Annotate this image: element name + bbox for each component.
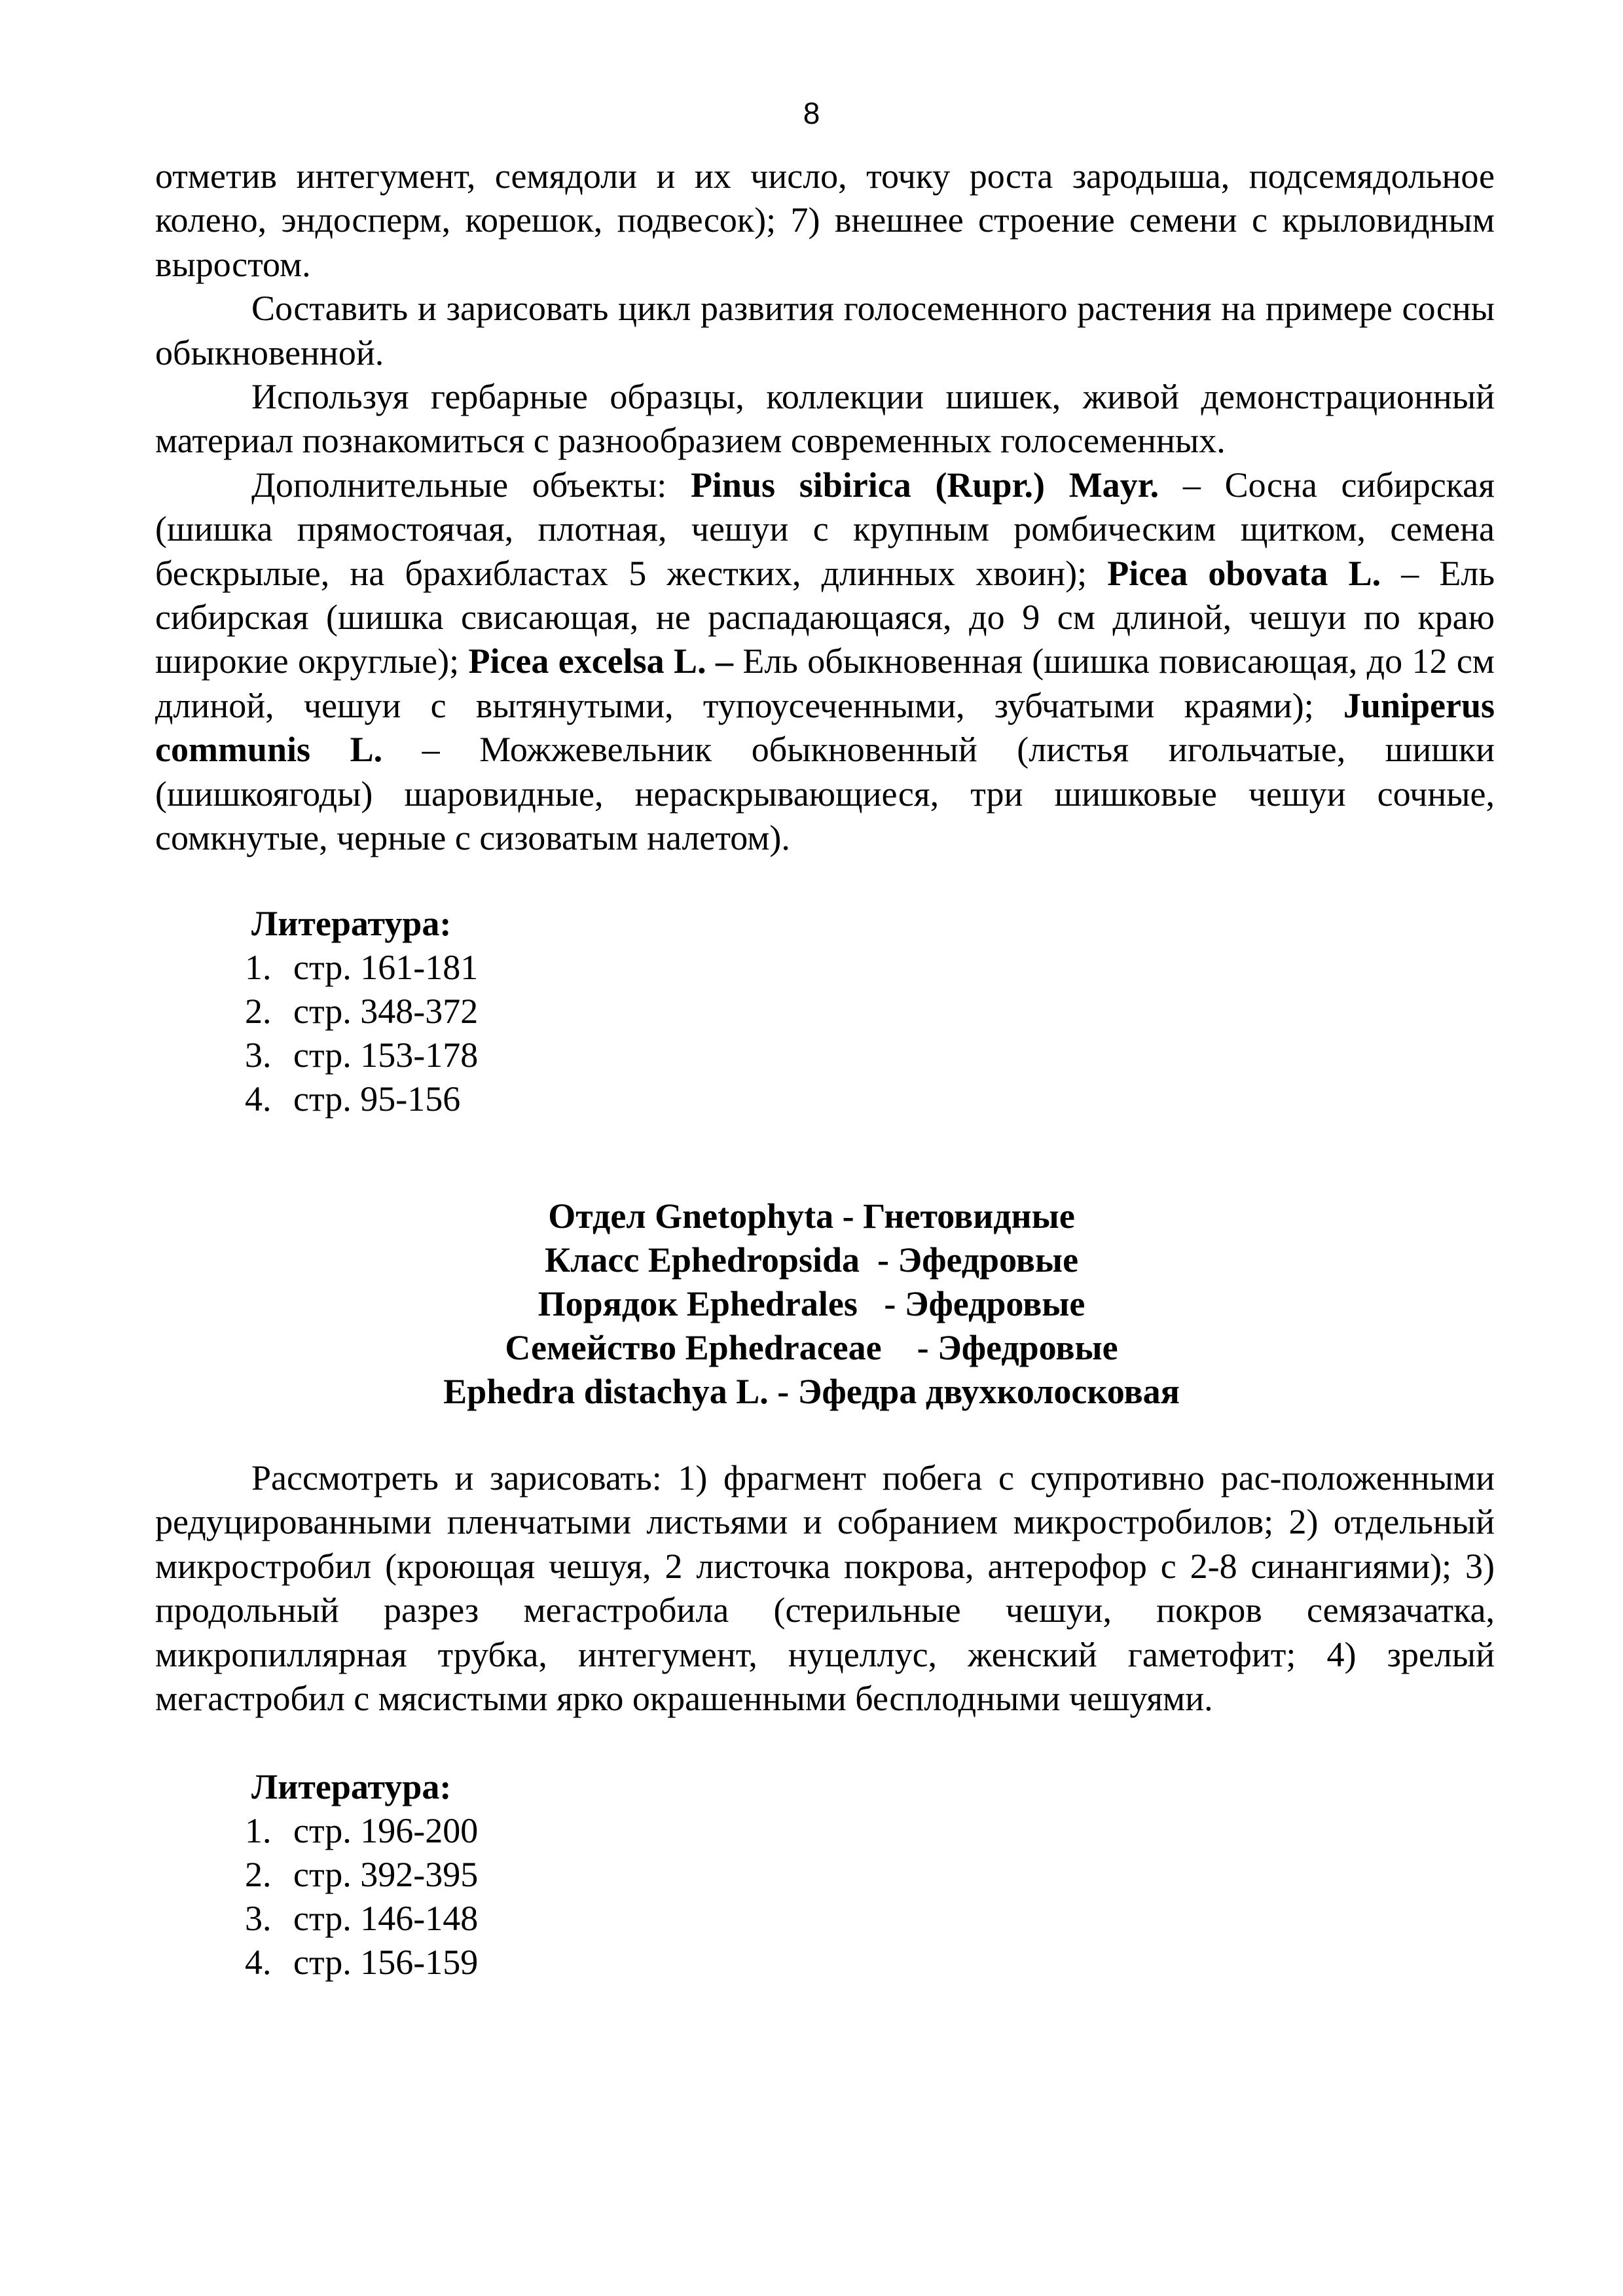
literature-item-ref: стр. 161-181 — [293, 948, 479, 987]
heading-family: Семейство Ephedraceae - Эфедровые — [505, 1328, 1118, 1367]
species-juniperus-communis-desc: – Можжевельник обыкновенный (листья игольчатые, шишки (шишкоягоды) шаровидные, нераскрывающиеся, три шишковые чешуи сочные, сомкнутые, черные с сизоватым налетом). — [155, 730, 1495, 858]
literature-list-2 — [245, 1809, 478, 1984]
literature-item — [245, 1897, 478, 1941]
paragraph-continued-part-a: отметив интегумент, семядоли и их число, точку роста зародыша, подсемядольное колено, эндосперм, корешок, подвесок); — [155, 156, 1495, 240]
literature-item — [245, 1809, 478, 1853]
species-picea-obovata-desc: – Ель сибирская (шишка свисающая, не распадающаяся, до 9 см длиной, чешуи по краю широкие округлые); — [155, 553, 1495, 681]
taxonomy-headings — [0, 1194, 1623, 1414]
species-pinus-sibirica-desc: – Сосна сибирская (шишка прямостоячая, плотная, чешуи с крупным ромбическим щитком, семена бескрылые, на брахибластах 5 жестких, длинных хвоин); — [155, 465, 1495, 593]
literature-item-ref: стр. 95-156 — [293, 1079, 461, 1119]
extra-lead: Дополнительные объекты: — [251, 465, 691, 505]
literature-item-number: 4. — [245, 1079, 272, 1119]
literature-item-ref: стр. 146-148 — [293, 1899, 479, 1938]
literature-item — [245, 1077, 478, 1121]
literature-list-1 — [245, 946, 478, 1121]
literature-item-ref: стр. 348-372 — [293, 992, 479, 1031]
literature-item — [245, 946, 478, 990]
literature-item-number: 3. — [245, 1035, 272, 1075]
literature-item — [245, 990, 478, 1033]
paragraph-continued-part-b: 7) внешнее строение семени с крыловидным выростом. — [155, 200, 1495, 284]
paragraph-continued — [155, 154, 1495, 287]
literature-item — [245, 1853, 478, 1897]
paragraph-ephedra: Рассмотреть и зарисовать: 1) фрагмент побега с супротивно рас-положенными редуцированными пленчатыми листьями и собранием микростробилов; 2) отдельный микростробил (кроющая чешуя, 2 листочка покрова, антерофор с 2-8 синангиями); 3) продольный разрез мегастробила (стерильные чешуи, покров семязачатка, микропиллярная трубка, интегумент, нуцеллус, женский гаметофит; 4) зрелый мегастробил с мясистыми ярко окрашенными бесплодными чешуями. — [155, 1458, 1495, 1719]
literature-item-number: 2. — [245, 992, 272, 1031]
species-pinus-sibirica: Pinus sibirica (Rupr.) Mayr. — [690, 465, 1159, 505]
heading-division: Отдел Gnetophyta - Гнетовидные — [548, 1196, 1075, 1236]
section2-text — [155, 1456, 1495, 1721]
paragraph-cycle: Составить и зарисовать цикл развития голосеменного растения на примере сосны обыкновенной. — [155, 289, 1495, 372]
heading-order: Порядок Ephedrales - Эфедровые — [538, 1284, 1085, 1323]
literature-item-number: 4. — [245, 1943, 272, 1982]
page-number: 8 — [803, 96, 820, 130]
species-picea-excelsa: Picea excelsa L. – — [468, 641, 733, 681]
literature-item-ref: стр. 153-178 — [293, 1035, 479, 1075]
literature-heading-1: Литература: — [251, 904, 452, 943]
species-juniperus-communis: Juniperus communis L. — [155, 685, 1495, 770]
literature-item-number: 1. — [245, 948, 272, 987]
literature-item-number: 1. — [245, 1811, 272, 1850]
literature-item — [245, 1941, 478, 1984]
literature-item-ref: стр. 392-395 — [293, 1855, 479, 1894]
heading-class: Класс Ephedropsida - Эфедровые — [544, 1240, 1079, 1280]
section1-text — [155, 154, 1495, 861]
species-picea-obovata: Picea obovata L. — [1107, 553, 1381, 593]
literature-item-number: 2. — [245, 1855, 272, 1894]
paragraph-extra-objects — [155, 463, 1495, 861]
heading-species: Ephedra distachya L. - Эфедра двухколосковая — [443, 1372, 1180, 1411]
literature-item — [245, 1033, 478, 1077]
paragraph-herbarium: Используя гербарные образцы, коллекции шишек, живой демонстрационный материал познакомиться с разнообразием современных голосеменных. — [155, 377, 1495, 461]
literature-item-ref: стр. 196-200 — [293, 1811, 479, 1850]
literature-item-ref: стр. 156-159 — [293, 1943, 479, 1982]
literature-heading-2: Литература: — [251, 1767, 452, 1806]
literature-item-number: 3. — [245, 1899, 272, 1938]
species-picea-excelsa-desc: Ель обыкновенная (шишка повисающая, до 12 см длиной, чешуи с вытянутыми, тупоусеченными, зубчатыми краями); — [155, 641, 1495, 725]
